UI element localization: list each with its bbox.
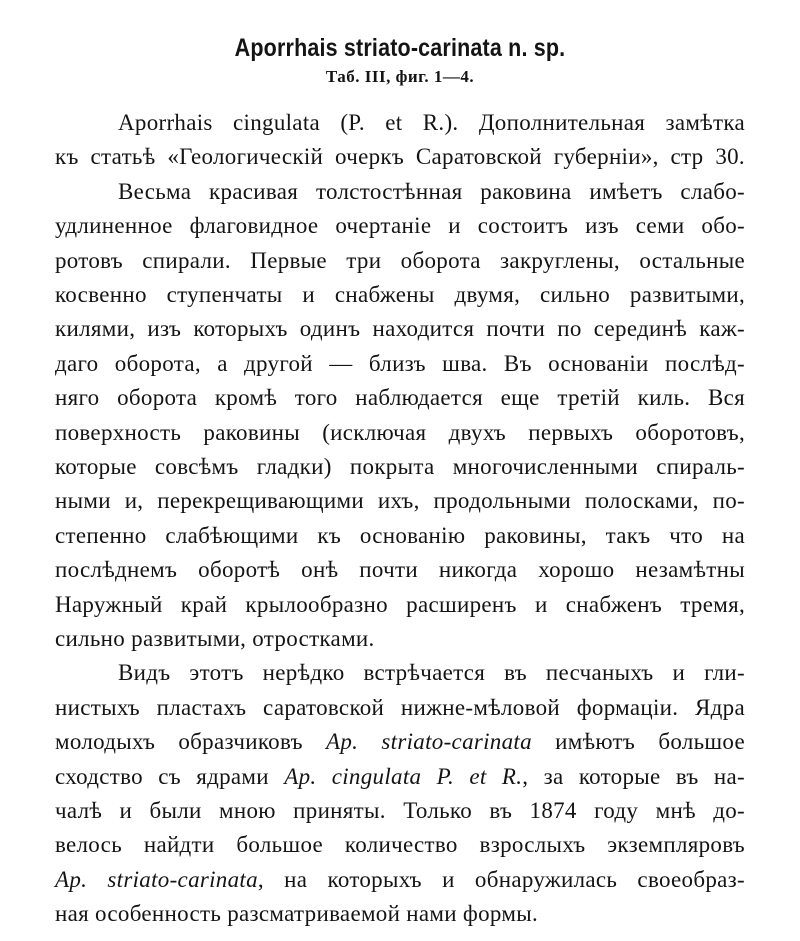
text-line: къ статьѣ «Геологическій очеркъ Саратовской губерніи», стр 30. [55, 144, 745, 169]
text-line: ная особенность разсматриваемой нами формы. [55, 901, 539, 926]
text-line: Весьма красивая толстостѣнная раковина имѣетъ слабо- [118, 179, 745, 204]
text-line: ротовъ спирали. Первые три оборота закруглены, остальные [55, 248, 745, 273]
italic-species-name: Ap. striato-carinata [326, 729, 532, 754]
text-line: Ap. striato-carinata, на которыхъ и обнаружилась своеобраз- [55, 867, 745, 892]
text-line: степенно слабѣющими къ основанію раковины, такъ что на [55, 523, 745, 548]
text-line: косвенно ступенчаты и снабжены двумя, сильно развитыми, [55, 282, 745, 307]
text-line: ными и, перекрещивающими ихъ, продольными полосками, по- [55, 488, 745, 513]
text-line: нистыхъ пластахъ саратовской нижне-мѣловой формаціи. Ядра [55, 695, 745, 720]
article-title: Aporrhais striato-carinata n. sp. [234, 34, 566, 62]
text-line: послѣднемъ оборотѣ онѣ почти никогда хорошо незамѣтны [55, 557, 745, 582]
plate-figure-reference: Таб. III, фиг. 1—4. [325, 67, 475, 86]
text-line: Наружный край крылообразно расширенъ и снабженъ тремя, [55, 592, 745, 617]
italic-species-name: Ap. cingulata P. et R. [284, 764, 523, 789]
text-line: Видъ этотъ нерѣдко встрѣчается въ песчаныхъ и гли- [118, 660, 745, 685]
text-line: килями, изъ которыхъ одинъ находится почти по серединѣ каж- [55, 316, 745, 341]
text-line: сильно развитыми, отростками. [55, 626, 375, 651]
text-line: которые совсѣмъ гладки) покрыта многочисленными спираль- [55, 454, 745, 479]
text-line: удлиненное флаговидное очертаніе и состоитъ изъ семи обо- [55, 213, 745, 238]
text-line: велось найдти большое количество взрослыхъ экземпляровъ [55, 832, 745, 857]
text-line: молодыхъ образчиковъ Ap. striato-carinata имѣютъ большое [55, 729, 745, 754]
text-line: Aporrhais cingulata (P. et R.). Дополнительная замѣтка [118, 110, 745, 135]
text-line: сходство съ ядрами Ap. cingulata P. et R., за которые въ на- [55, 764, 746, 789]
italic-species-name: Ap. striato-carinata [55, 867, 258, 892]
text-line: няго оборота кромѣ того наблюдается еще третій киль. Вся [55, 385, 745, 410]
text-line: чалѣ и были мною приняты. Только въ 1874 году мнѣ до- [55, 798, 745, 823]
text-line: поверхность раковины (исключая двухъ первыхъ оборотовъ, [55, 420, 745, 445]
text-line: даго оборота, а другой — близъ шва. Въ основаніи послѣд- [55, 351, 745, 376]
